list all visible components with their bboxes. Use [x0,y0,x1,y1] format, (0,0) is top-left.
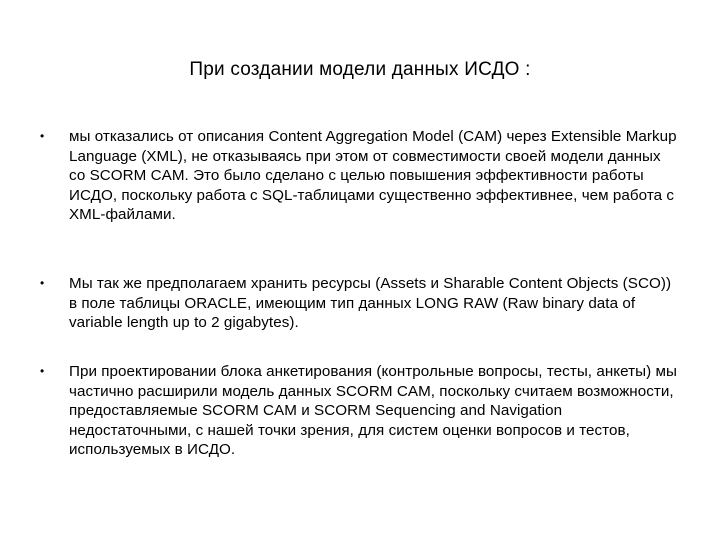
bullet-marker: • [40,129,45,143]
bullet-marker: • [40,364,45,378]
bullet-text: Мы так же предполагаем хранить ресурсы (Assets и Sharable Content Objects (SCO)) в поле таблицы ORACLE, имеющим тип данных LONG RAW (Raw binary data of variable length up to 2 gigabytes). [69,275,672,331]
slide-title: При создании модели данных ИСДО : [189,59,531,80]
bullet-text: мы отказались от описания Content Aggregation Model (CAM) через Extensible Markup Language (XML), не отказываясь при этом от совместимости своей модели данных со SCORM CAM. Это было сделано с целью повышения эффективности работы ИСДО, поскольку работа с SQL-таблицами существенно эффективнее, чем работа с XML-файлами. [69,128,677,223]
bullet-marker: • [40,276,45,290]
bullet-text: При проектировании блока анкетирования (контрольные вопросы, тесты, анкеты) мы частично расширили модель данных SCORM CAM, поскольку считаем возможности, предоставляемые SCORM CAM и SCORM Sequencing and Navigation недостаточными, с нашей точки зрения, для систем оценки вопросов и тестов, используемых в ИСДО. [69,363,677,458]
